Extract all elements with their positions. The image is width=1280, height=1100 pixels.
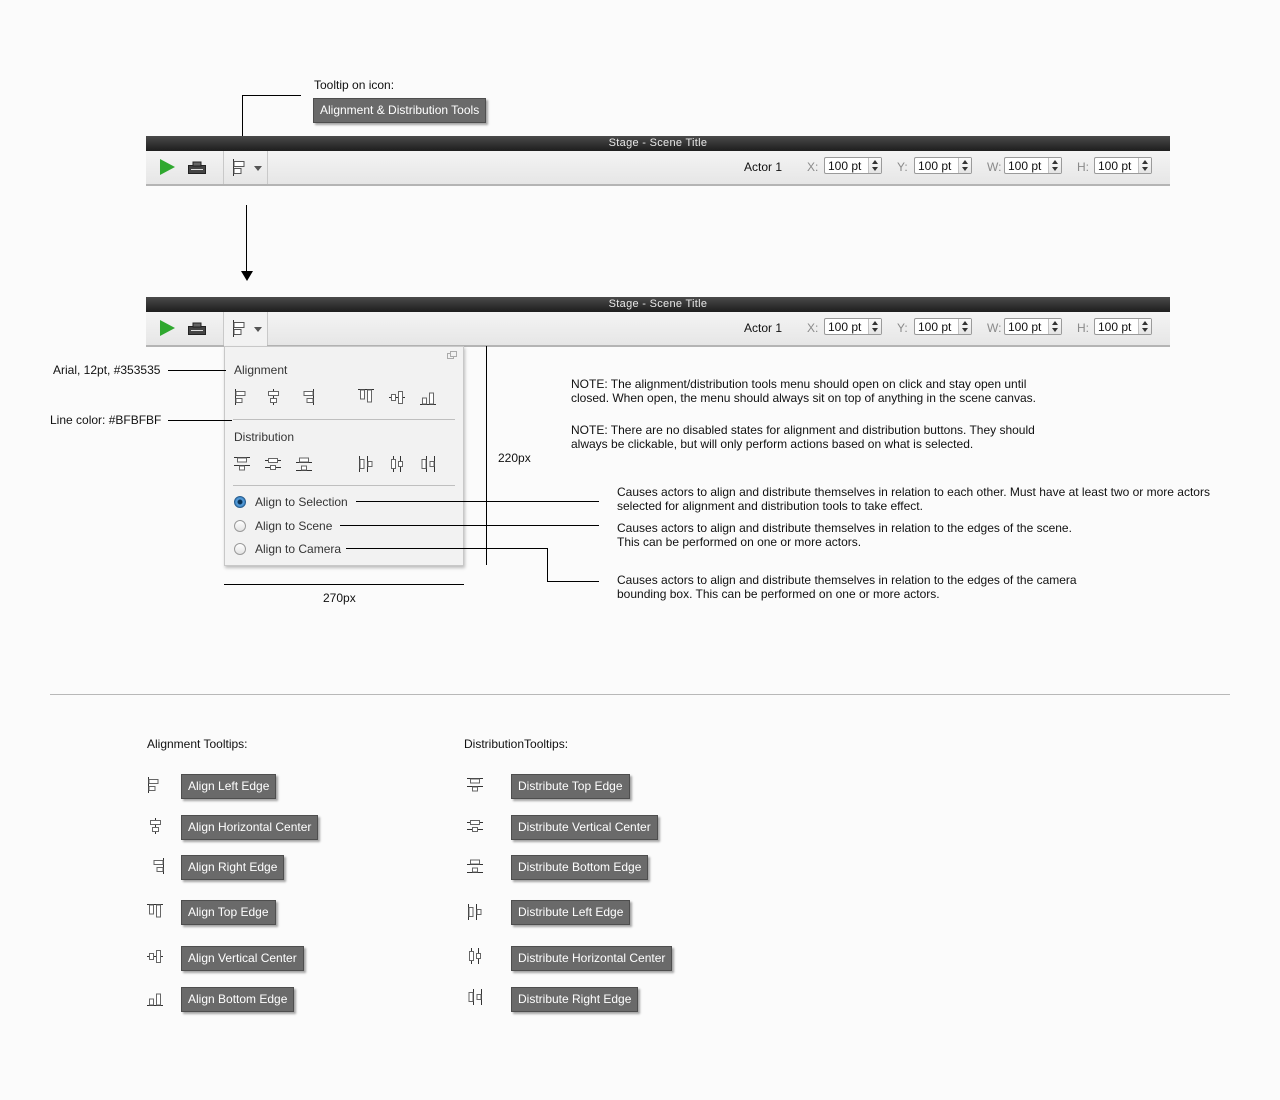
align-to-selection-label[interactable]: Align to Selection bbox=[255, 495, 348, 509]
y-field[interactable] bbox=[914, 157, 972, 174]
w-field[interactable] bbox=[1004, 318, 1062, 335]
tooltip-leader-h bbox=[242, 95, 301, 96]
w-stepper[interactable] bbox=[1048, 319, 1061, 334]
tooltip-caption: Tooltip on icon: bbox=[314, 78, 395, 92]
align-left-edge-icon[interactable] bbox=[234, 389, 250, 405]
x-field[interactable] bbox=[824, 318, 882, 335]
play-icon[interactable] bbox=[160, 320, 175, 336]
h-field[interactable] bbox=[1094, 318, 1152, 335]
camera-leader-1 bbox=[346, 548, 547, 549]
height-dimension-label: 220px bbox=[498, 451, 531, 465]
w-value: 100 pt bbox=[1008, 159, 1042, 173]
x-value: 100 pt bbox=[828, 159, 862, 173]
x-label: X: bbox=[807, 321, 819, 335]
camera-leader-2 bbox=[547, 548, 548, 581]
window-titlebar-open: Stage - Scene Title bbox=[146, 297, 1170, 312]
align-vertical-center-icon[interactable] bbox=[389, 389, 405, 405]
alignment-tools-menu bbox=[224, 346, 464, 566]
y-label: Y: bbox=[897, 321, 908, 335]
tooltip-align-right-edge: Align Right Edge bbox=[181, 855, 284, 880]
toolbar-divider bbox=[267, 312, 268, 345]
tooltip-distribute-left-edge: Distribute Left Edge bbox=[511, 900, 630, 925]
tooltip-alignment-tools: Alignment & Distribution Tools bbox=[313, 98, 486, 123]
tooltip-align-bottom-edge: Align Bottom Edge bbox=[181, 987, 294, 1012]
align-left-edge-icon bbox=[147, 777, 163, 793]
chevron-down-icon[interactable] bbox=[254, 327, 262, 332]
distribute-bottom-edge-icon bbox=[467, 858, 483, 874]
distribute-right-edge-icon[interactable] bbox=[420, 456, 436, 472]
distribute-horizontal-center-icon bbox=[467, 948, 483, 964]
align-right-edge-icon bbox=[149, 858, 165, 874]
line-color-note: Line color: #BFBFBF bbox=[50, 413, 162, 427]
selection-description: Causes actors to align and distribute themselves in relation to each other. Must have at least two or more actors selected for alignment and distribution tools to take effect. bbox=[617, 485, 1210, 513]
distribute-vertical-center-icon[interactable] bbox=[265, 456, 281, 472]
font-spec-note: Arial, 12pt, #353535 bbox=[53, 363, 161, 377]
align-to-camera-label[interactable]: Align to Camera bbox=[255, 542, 342, 556]
menu-divider bbox=[233, 485, 455, 486]
y-stepper[interactable] bbox=[958, 319, 971, 334]
note-menu-open: NOTE: The alignment/distribution tools menu should open on click and stay open until closed. When open, the menu should always sit on top of anything in the scene canvas. bbox=[571, 377, 1036, 405]
distribute-bottom-edge-icon[interactable] bbox=[296, 456, 312, 472]
y-stepper[interactable] bbox=[958, 158, 971, 173]
distribute-left-edge-icon bbox=[467, 904, 483, 920]
distribute-top-edge-icon bbox=[467, 777, 483, 793]
align-bottom-edge-icon[interactable] bbox=[420, 390, 436, 406]
line-color-leader bbox=[168, 420, 232, 421]
y-value: 100 pt bbox=[918, 320, 952, 334]
tooltip-align-vertical-center: Align Vertical Center bbox=[181, 946, 304, 971]
x-value: 100 pt bbox=[828, 320, 862, 334]
note-no-disabled: NOTE: There are no disabled states for alignment and distribution buttons. They should always be clickable, but will only perform actions based on what is selected. bbox=[571, 423, 1035, 451]
h-label: H: bbox=[1077, 321, 1089, 335]
camera-leader-3 bbox=[547, 581, 599, 582]
distribution-tooltips-title: DistributionTooltips: bbox=[464, 737, 569, 751]
align-bottom-edge-icon bbox=[147, 991, 163, 1007]
actor-name: Actor 1 bbox=[744, 160, 783, 174]
toolbar-divider bbox=[223, 151, 224, 184]
w-field[interactable] bbox=[1004, 157, 1062, 174]
tooltip-align-horizontal-center: Align Horizontal Center bbox=[181, 815, 318, 840]
toolbar-divider bbox=[267, 151, 268, 184]
alignment-tooltips-title: Alignment Tooltips: bbox=[147, 737, 248, 751]
x-field[interactable] bbox=[824, 157, 882, 174]
camera-icon[interactable] bbox=[188, 161, 206, 174]
tooltip-align-top-edge: Align Top Edge bbox=[181, 900, 276, 925]
window-titlebar: Stage - Scene Title bbox=[146, 136, 1170, 151]
tooltip-align-left-edge: Align Left Edge bbox=[181, 774, 276, 799]
tooltip-distribute-right-edge: Distribute Right Edge bbox=[511, 987, 638, 1012]
alignment-heading: Alignment bbox=[234, 363, 288, 377]
align-right-edge-icon[interactable] bbox=[299, 389, 315, 405]
align-vertical-center-icon bbox=[147, 948, 163, 964]
distribution-heading: Distribution bbox=[234, 430, 295, 444]
stage-toolbar bbox=[146, 151, 1170, 186]
play-icon[interactable] bbox=[160, 159, 175, 175]
distribute-vertical-center-icon bbox=[467, 818, 483, 834]
align-to-camera-radio[interactable] bbox=[234, 543, 246, 555]
flow-arrow-head bbox=[241, 271, 253, 281]
y-field[interactable] bbox=[914, 318, 972, 335]
distribute-horizontal-center-icon[interactable] bbox=[389, 456, 405, 472]
align-top-edge-icon[interactable] bbox=[358, 388, 374, 404]
align-to-scene-radio[interactable] bbox=[234, 520, 246, 532]
x-stepper[interactable] bbox=[868, 319, 881, 334]
y-label: Y: bbox=[897, 160, 908, 174]
h-stepper[interactable] bbox=[1138, 319, 1151, 334]
h-value: 100 pt bbox=[1098, 159, 1132, 173]
align-top-edge-icon bbox=[147, 903, 163, 919]
selection-leader bbox=[356, 501, 599, 502]
section-separator bbox=[50, 694, 1230, 695]
detach-icon[interactable] bbox=[447, 351, 457, 359]
camera-icon[interactable] bbox=[188, 322, 206, 335]
align-to-selection-radio[interactable] bbox=[234, 496, 246, 508]
font-spec-leader bbox=[168, 370, 226, 371]
width-dimension-label: 270px bbox=[323, 591, 356, 605]
stage-toolbar-open bbox=[146, 312, 1170, 347]
tooltip-distribute-bottom-edge: Distribute Bottom Edge bbox=[511, 855, 648, 880]
w-label: W: bbox=[987, 160, 1002, 174]
distribute-left-edge-icon[interactable] bbox=[358, 456, 374, 472]
x-label: X: bbox=[807, 160, 819, 174]
actor-name: Actor 1 bbox=[744, 321, 783, 335]
align-tools-icon[interactable] bbox=[232, 320, 246, 337]
w-value: 100 pt bbox=[1008, 320, 1042, 334]
y-value: 100 pt bbox=[918, 159, 952, 173]
flow-arrow-line bbox=[246, 205, 247, 271]
align-to-scene-label[interactable]: Align to Scene bbox=[255, 519, 333, 533]
h-field[interactable] bbox=[1094, 157, 1152, 174]
scene-description: Causes actors to align and distribute themselves in relation to the edges of the scene. This can be performed on one or more actors. bbox=[617, 521, 1072, 549]
chevron-down-icon[interactable] bbox=[254, 166, 262, 171]
h-stepper[interactable] bbox=[1138, 158, 1151, 173]
w-label: W: bbox=[987, 321, 1002, 335]
width-dimension-line bbox=[224, 584, 464, 585]
tooltip-distribute-top-edge: Distribute Top Edge bbox=[511, 774, 630, 799]
align-tools-icon[interactable] bbox=[232, 159, 246, 176]
h-label: H: bbox=[1077, 160, 1089, 174]
tooltip-distribute-horizontal-center: Distribute Horizontal Center bbox=[511, 946, 672, 971]
height-dimension-line bbox=[486, 346, 487, 565]
w-stepper[interactable] bbox=[1048, 158, 1061, 173]
align-horizontal-center-icon[interactable] bbox=[265, 389, 281, 405]
x-stepper[interactable] bbox=[868, 158, 881, 173]
h-value: 100 pt bbox=[1098, 320, 1132, 334]
distribute-top-edge-icon[interactable] bbox=[234, 456, 250, 472]
align-horizontal-center-icon bbox=[147, 818, 163, 834]
tooltip-distribute-vertical-center: Distribute Vertical Center bbox=[511, 815, 658, 840]
menu-divider bbox=[233, 419, 455, 420]
distribute-right-edge-icon bbox=[467, 989, 483, 1005]
scene-leader bbox=[340, 525, 599, 526]
camera-description: Causes actors to align and distribute themselves in relation to the edges of the camera bounding box. This can be performed on one or more actors. bbox=[617, 573, 1077, 601]
